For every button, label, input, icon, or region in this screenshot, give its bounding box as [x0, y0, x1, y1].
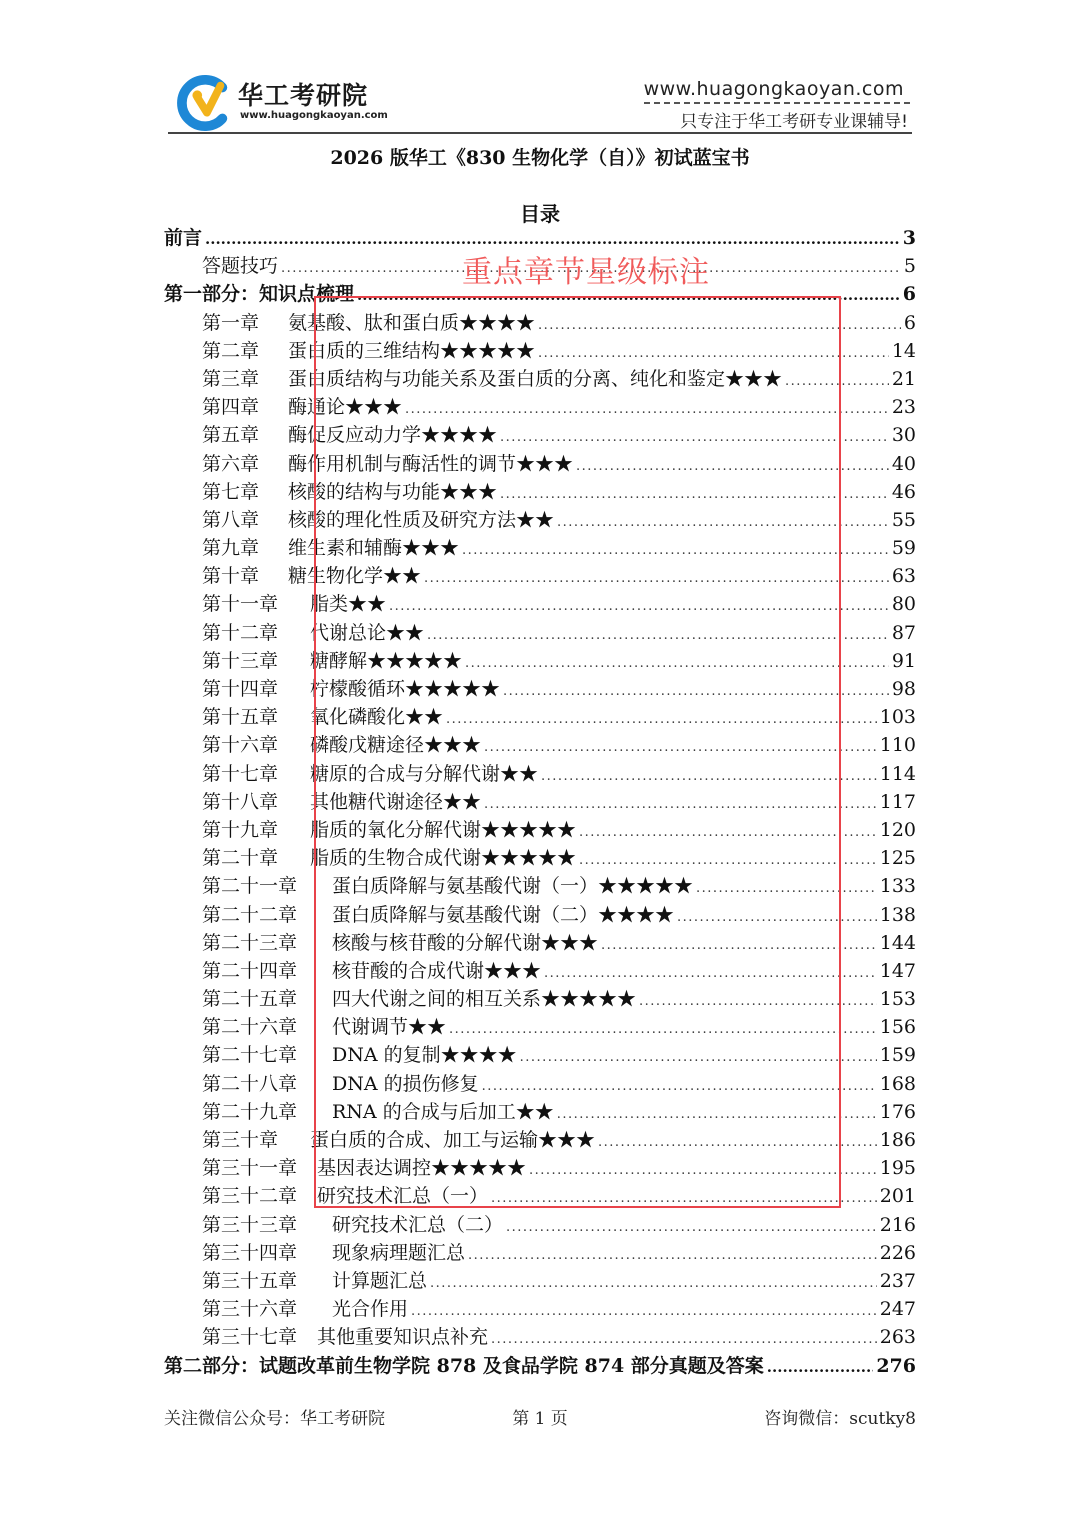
chapter-number: 第五章 [202, 424, 260, 447]
toc-entry-title: 核苷酸的合成代谢★★★ [332, 959, 542, 982]
toc-entry-page: 153 [879, 988, 916, 1011]
footer-page-number: 第 1 页 [512, 1409, 568, 1429]
toc-entry-title: 答题技巧 [202, 255, 279, 278]
leader-dots [506, 1214, 877, 1242]
chapter-number: 第三十三章 [202, 1213, 298, 1236]
toc-entry-page: 14 [891, 339, 916, 362]
toc-entry-chapter[interactable] [164, 1211, 916, 1239]
chapter-number: 第二十章 [202, 847, 279, 870]
chapter-number: 第九章 [202, 537, 260, 560]
footer-wechat-account: 关注微信公众号：华工考研院 [164, 1409, 385, 1429]
leader-dots [491, 1326, 877, 1354]
chapter-number: 第二十三章 [202, 931, 298, 954]
header-dashed-divider [644, 102, 910, 104]
toc-entry-title: 四大代谢之间的相互关系★★★★★ [332, 988, 637, 1011]
toc-entry-title: 脂类★★ [310, 593, 387, 616]
toc-entry-title: 蛋白质降解与氨基酸代谢（一）★★★★★ [332, 875, 694, 898]
toc-entry-page: 159 [879, 1044, 916, 1067]
toc-heading: 目录 [520, 202, 560, 226]
logo-title: 华工考研院 [238, 81, 369, 110]
toc-entry-page: 276 [876, 1354, 916, 1377]
logo-url: www.huagongkaoyan.com [240, 110, 388, 121]
toc-entry-page: 125 [879, 847, 916, 870]
toc-entry-title: 核酸与核苷酸的分解代谢★★★ [332, 931, 599, 954]
toc-entry-title: 研究技术汇总（二） [332, 1213, 504, 1236]
chapter-number: 第六章 [202, 452, 260, 475]
chapter-number: 第十七章 [202, 762, 279, 785]
toc-entry-page: 110 [879, 734, 916, 757]
toc-entry-title: 第二部分：试题改革前生物学院 878 及食品学院 874 部分真题及答案 [164, 1354, 764, 1377]
toc-entry-title: 现象病理题汇总 [332, 1241, 466, 1264]
chapter-number: 第三十七章 [202, 1326, 298, 1349]
toc-entry-page: 40 [891, 452, 916, 475]
toc-entry-page: 168 [879, 1072, 916, 1095]
leader-dots [411, 1298, 877, 1326]
site-url[interactable]: www.huagongkaoyan.com [643, 78, 904, 100]
toc-entry-title: 代谢调节★★ [332, 1016, 447, 1039]
toc-entry-chapter[interactable] [164, 1323, 916, 1351]
chapter-number: 第二十五章 [202, 988, 298, 1011]
chapter-number: 第三十二章 [202, 1185, 298, 1208]
toc-entry-page: 5 [903, 255, 916, 278]
chapter-number: 第二十八章 [202, 1072, 298, 1095]
toc-entry-page: 23 [891, 396, 916, 419]
toc-entry-title: 核酸的结构与功能★★★ [288, 480, 498, 503]
chapter-number: 第二十九章 [202, 1100, 298, 1123]
chapter-number: 第二十一章 [202, 875, 298, 898]
toc-entry-page: 144 [879, 931, 916, 954]
chapter-number: 第二十六章 [202, 1016, 298, 1039]
toc-entry-title: RNA 的合成与后加工★★ [332, 1100, 554, 1123]
toc-entry-title: 酶通论★★★ [288, 396, 403, 419]
chapter-number: 第二章 [202, 339, 260, 362]
chapter-number: 第四章 [202, 396, 260, 419]
toc-entry-page: 237 [879, 1269, 916, 1292]
toc-entry-page: 59 [891, 537, 916, 560]
toc-entry-page: 226 [879, 1241, 916, 1264]
chapter-number: 第十三章 [202, 649, 279, 672]
header-rule [168, 132, 912, 134]
toc-entry-title: 计算题汇总 [332, 1269, 428, 1292]
chapter-number: 第十九章 [202, 818, 279, 841]
toc-entry-title: 研究技术汇总（一） [317, 1185, 489, 1208]
chapter-number: 第二十四章 [202, 959, 298, 982]
chapter-number: 第十一章 [202, 593, 279, 616]
toc-entry-chapter[interactable] [164, 1295, 916, 1323]
toc-entry-title: 酶促反应动力学★★★★ [288, 424, 498, 447]
annotation-highlight-box [314, 296, 841, 1208]
toc-entry-page: 91 [891, 649, 916, 672]
toc-entry-title: DNA 的复制★★★★ [332, 1044, 517, 1067]
toc-entry-page: 195 [879, 1157, 916, 1180]
chapter-number: 第三十章 [202, 1129, 279, 1151]
toc-entry-page: 156 [879, 1016, 916, 1039]
page-header [168, 64, 910, 134]
toc-entry-page: 114 [879, 762, 916, 785]
toc-entry-page: 247 [879, 1298, 916, 1321]
toc-entry-page: 80 [891, 593, 916, 616]
toc-entry-title: 脂质的生物合成代谢★★★★★ [310, 847, 577, 870]
toc-entry-title: 糖原的合成与分解代谢★★ [310, 762, 539, 785]
toc-entry-title: 磷酸戊糖途径★★★ [310, 734, 482, 757]
toc-entry-title: 酶作用机制与酶活性的调节★★★ [288, 452, 574, 475]
toc-entry-title: 脂质的氧化分解代谢★★★★★ [310, 818, 577, 841]
toc-entry-title: 其他糖代谢途径★★ [310, 790, 482, 813]
chapter-number: 第二十七章 [202, 1044, 298, 1067]
toc-entry-chapter[interactable] [164, 1239, 916, 1267]
chapter-number: 第十二章 [202, 621, 279, 644]
toc-entry-title: 蛋白质的三维结构★★★★★ [288, 339, 536, 362]
annotation-label: 重点章节星级标注 [462, 255, 710, 290]
toc-entry-page: 30 [891, 424, 916, 447]
leader-dots [767, 1353, 874, 1381]
toc-entry-part-two[interactable] [164, 1352, 916, 1380]
chapter-number: 第三十五章 [202, 1269, 298, 1292]
footer-contact: 咨询微信：scutky8 [764, 1409, 916, 1429]
chapter-number: 第十六章 [202, 734, 279, 757]
logo-icon [176, 74, 234, 132]
toc-entry-title: 蛋白质结构与功能关系及蛋白质的分离、纯化和鉴定★★★ [288, 367, 783, 390]
toc-entry-title: 氧化磷酸化★★ [310, 706, 444, 729]
toc-entry-page: 6 [902, 283, 916, 306]
toc-entry-chapter[interactable] [164, 1267, 916, 1295]
toc-entry-page: 46 [891, 480, 916, 503]
toc-entry-title: 第一部分：知识点梳理 [164, 283, 355, 306]
toc-entry-page: 87 [891, 621, 916, 644]
toc-entry-page: 263 [879, 1326, 916, 1349]
toc-entry-page: 176 [879, 1100, 916, 1123]
toc-entry-page: 216 [879, 1213, 916, 1236]
chapter-number: 第三章 [202, 367, 260, 390]
leader-dots [468, 1242, 877, 1270]
chapter-number: 第三十六章 [202, 1298, 298, 1321]
chapter-number: 第七章 [202, 480, 260, 503]
toc-entry-page: 55 [891, 508, 916, 531]
toc-entry-page: 120 [879, 818, 916, 841]
chapter-number: 第三十四章 [202, 1241, 298, 1264]
toc-entry-page: 98 [891, 678, 916, 700]
toc-entry-page: 138 [879, 903, 916, 926]
toc-entry-page: 21 [891, 367, 916, 390]
toc-entry-page: 147 [879, 959, 916, 982]
toc-entry-page: 133 [879, 875, 916, 898]
toc-entry-page: 103 [879, 706, 916, 729]
toc-entry-title: 前言 [164, 227, 203, 249]
toc-entry-page: 3 [902, 227, 916, 249]
toc-entry-title: 光合作用 [332, 1298, 409, 1321]
toc-entry-page: 63 [891, 565, 916, 588]
chapter-number: 第十五章 [202, 706, 279, 729]
chapter-number: 第一章 [202, 311, 260, 334]
toc-entry-title: 核酸的理化性质及研究方法★★ [288, 508, 555, 531]
toc-entry-title: 其他重要知识点补充 [317, 1326, 489, 1349]
toc-entry-title: 维生素和辅酶★★★ [288, 537, 460, 560]
toc-entry-title: 蛋白质降解与氨基酸代谢（二）★★★★ [332, 903, 675, 926]
chapter-number: 第十八章 [202, 790, 279, 813]
toc-entry-title: 柠檬酸循环★★★★★ [310, 678, 501, 700]
toc-entry-title: 氨基酸、肽和蛋白质★★★★ [288, 311, 536, 334]
chapter-number: 第二十二章 [202, 903, 298, 926]
toc-entry-title: 代谢总论★★ [310, 621, 425, 644]
toc-entry-title: DNA 的损伤修复 [332, 1072, 479, 1095]
chapter-number: 第十四章 [202, 678, 279, 700]
toc-entry-title: 糖酵解★★★★★ [310, 649, 463, 672]
chapter-number: 第八章 [202, 508, 260, 531]
toc-entry-page: 186 [879, 1129, 916, 1151]
chapter-number: 第三十一章 [202, 1157, 298, 1180]
leader-dots [430, 1270, 877, 1298]
toc-entry-page: 117 [879, 790, 916, 813]
toc-entry-page: 201 [879, 1185, 916, 1208]
toc-entry-title: 基因表达调控★★★★★ [317, 1157, 527, 1180]
toc-entry-title: 蛋白质的合成、加工与运输★★★ [310, 1129, 596, 1151]
toc-entry-page: 6 [903, 311, 916, 334]
header-slogan: 只专注于华工考研专业课辅导! [680, 112, 908, 132]
document-title: 2026 版华工《830 生物化学（自）》初试蓝宝书 [330, 147, 750, 169]
chapter-number: 第十章 [202, 565, 260, 588]
toc-entry-title: 糖生物化学★★ [288, 565, 422, 588]
